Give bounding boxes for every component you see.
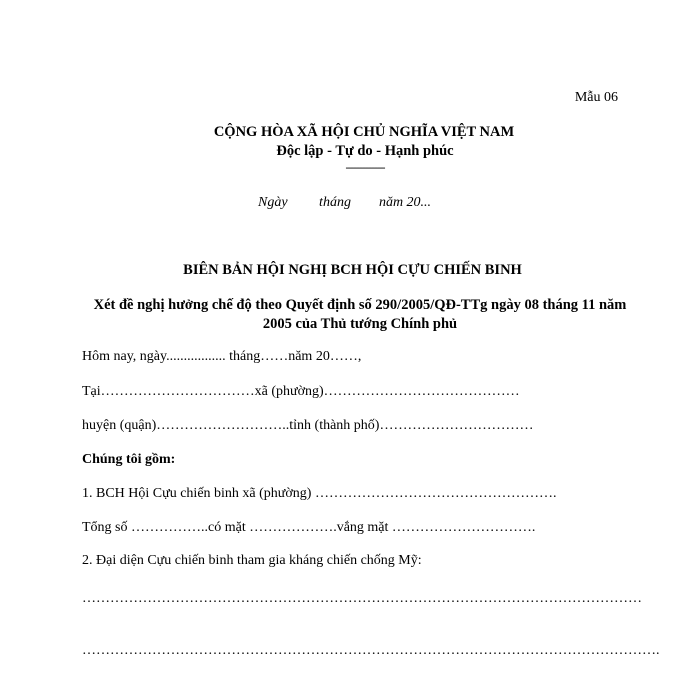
document-title-text: BIÊN BẢN HỘI NGHỊ BCH HỘI CỰU CHIẾN BINH [183,262,522,278]
dotted-fill-line-2: ……………………………………………………………………………………………………………. [82,643,660,658]
national-header [0,123,700,173]
district-line: huyện (quận)………………………..tỉnh (thành phố)…………………………… [82,418,534,433]
national-motto: Độc lập - Tự do - Hạnh phúc [276,143,454,159]
header-separator: ------------- [345,160,385,174]
form-code: Mẫu 06 [574,90,618,105]
date-line: Ngày tháng năm 20... [258,195,432,210]
attendees-heading: Chúng tôi gồm: [82,452,176,467]
bch-line: 1. BCH Hội Cựu chiến binh xã (phường) ……………………………………………. [82,486,557,501]
document-subtitle: Xét đề nghị hưởng chế độ theo Quyết định số 290/2005/QĐ-TTg ngày 08 tháng 11 năm 2005 của Thủ tướng Chính phủ [93,297,627,332]
dotted-fill-line-1: ………………………………………………………………………………………………………… [82,591,642,606]
attendance-count-line: Tổng số ……………..có mặt ……………….vắng mặt …………………………. [82,520,536,535]
veterans-representative-line: 2. Đại diện Cựu chiến binh tham gia kháng chiến chống Mỹ: [82,553,422,568]
location-line: Tại……………………………xã (phường)…………………………………… [82,384,520,399]
document-title [0,262,700,279]
country-name: CỘNG HÒA XÃ HỘI CHỦ NGHĨA VIỆT NAM [213,124,515,140]
meeting-date-line: Hôm nay, ngày................. tháng……năm 20……, [82,349,362,364]
